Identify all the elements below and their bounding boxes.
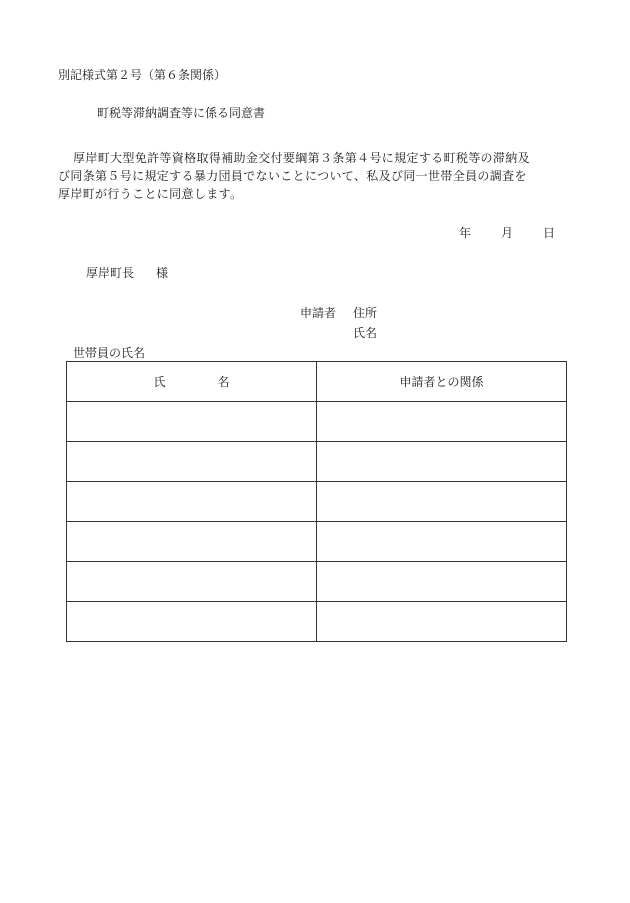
table-row — [67, 482, 567, 522]
member-relationship-cell[interactable] — [317, 602, 567, 642]
document-title: 町税等滞納調査等に係る同意書 — [97, 106, 266, 120]
addressee — [86, 264, 168, 281]
date-year-label: 年 — [459, 226, 472, 240]
table-row — [67, 602, 567, 642]
member-relationship-cell[interactable] — [317, 522, 567, 562]
body-text-line-1: 厚岸町大型免許等資格取得補助金交付要綱第３条第４号に規定する町税等の滞納及 — [73, 151, 530, 165]
date-month-label: 月 — [501, 226, 514, 240]
addressee-honorific: 様 — [156, 266, 169, 280]
member-name-cell[interactable] — [67, 522, 317, 562]
address-label: 住所 — [353, 306, 378, 320]
name-label: 氏名 — [353, 326, 378, 340]
member-name-cell[interactable] — [67, 402, 317, 442]
member-relationship-cell[interactable] — [317, 402, 567, 442]
member-name-cell[interactable] — [67, 602, 317, 642]
member-name-cell[interactable] — [67, 442, 317, 482]
body-text-line-2: び同条第５号に規定する暴力団員でないことについて、私及び同一世帯全員の調査を — [58, 169, 527, 183]
member-relationship-cell[interactable] — [317, 562, 567, 602]
header-name: 氏名 — [67, 362, 317, 402]
header-relationship: 申請者との関係 — [317, 362, 567, 402]
date-row — [459, 224, 555, 241]
table-row — [67, 442, 567, 482]
table-row — [67, 562, 567, 602]
member-name-cell[interactable] — [67, 482, 317, 522]
addressee-name: 厚岸町長 — [86, 266, 135, 280]
household-members-table — [66, 361, 567, 642]
member-relationship-cell[interactable] — [317, 442, 567, 482]
table-header-row — [67, 362, 567, 402]
table-row — [67, 402, 567, 442]
applicant-label: 申請者 — [300, 306, 337, 320]
body-text-line-3: 厚岸町が行うことに同意します。 — [58, 187, 243, 201]
member-relationship-cell[interactable] — [317, 482, 567, 522]
form-number-label: 別記様式第２号（第６条関係） — [58, 68, 227, 82]
table-row — [67, 522, 567, 562]
table-caption: 世帯員の氏名 — [73, 346, 146, 360]
member-name-cell[interactable] — [67, 562, 317, 602]
date-day-label: 日 — [543, 226, 556, 240]
